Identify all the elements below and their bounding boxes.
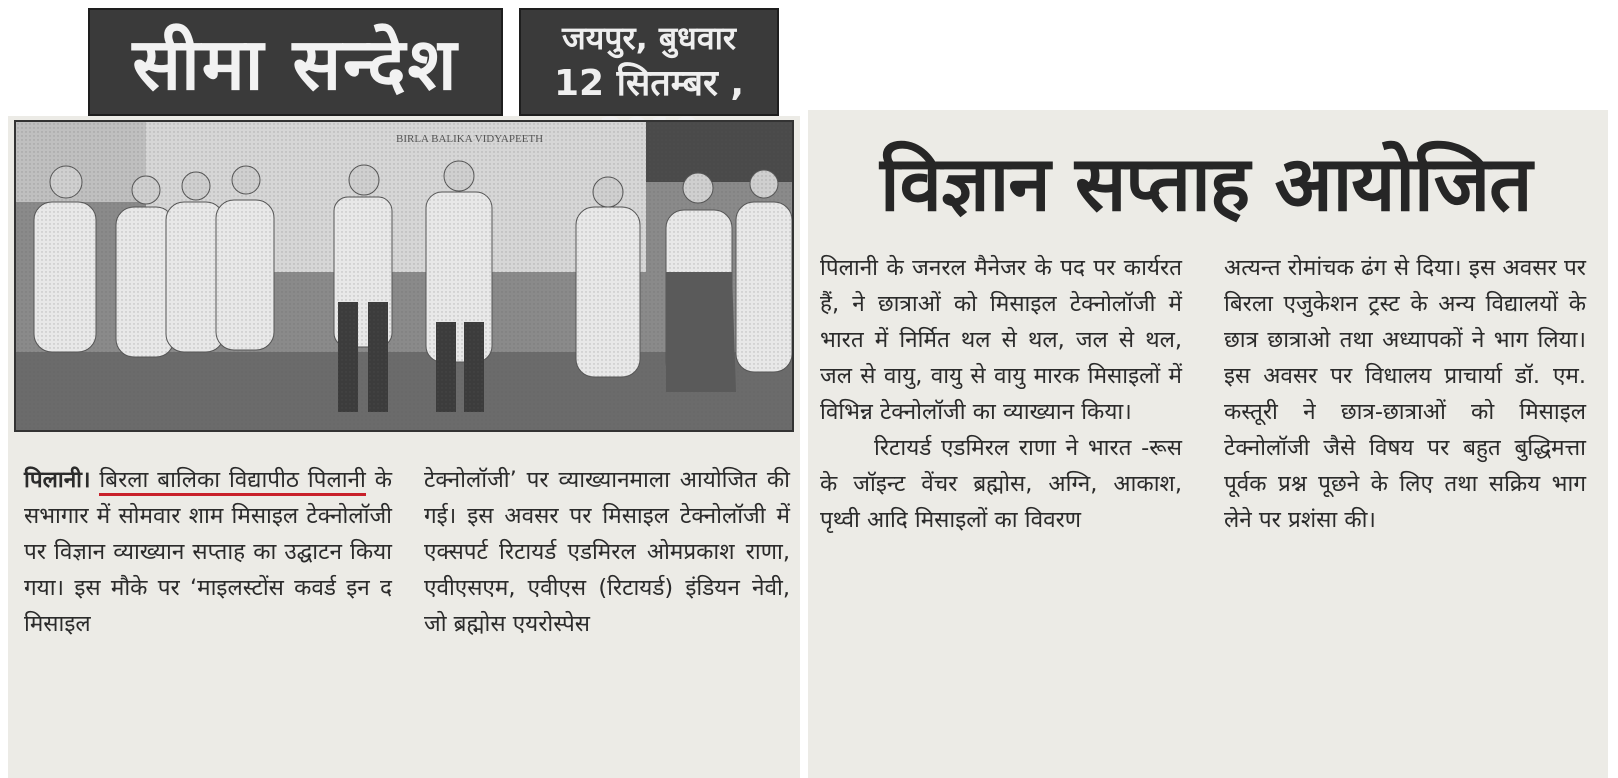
- column-2-text: टेक्नोलॉजी’ पर व्याख्यानमाला आयोजित की गई। इस अवसर पर मिसाइल टेक्नोलॉजी में एक्सपर्ट रिटायर्ड एडमिरल ओमप्रकाश राणा, एवीएसएम, एवीएस (रिटायर्ड) इंडियन नेवी, जो ब्रह्मोस एयरोस्पेस: [424, 467, 790, 637]
- article-dateline-place: पिलानी।: [24, 467, 91, 493]
- column-3-paragraph-2: रिटायर्ड एडमिरल राणा ने भारत -रूस के जॉइन्ट वेंचर ब्रह्मोस, अग्नि, आकाश, पृथ्वी आदि मिसाइलों का विवरण: [820, 435, 1182, 533]
- underlined-school-name: बिरला बालिका विद्यापीठ पिलानी: [99, 467, 365, 496]
- dateline-city-day: जयपुर, बुधवार: [562, 19, 736, 57]
- masthead-title: सीमा सन्देश: [132, 21, 459, 106]
- column-1-text: के सभागार में सोमवार शाम मिसाइल टेक्नोलॉजी पर विज्ञान व्याख्यान सप्ताह का उद्घाटन किया गया। इस मौके पर ‘माइलस्टोंस कवर्ड इन द मिसाइल: [24, 467, 393, 637]
- article-column-1: [24, 462, 392, 642]
- article-column-3: [820, 250, 1182, 538]
- dateline-date: 12 सितम्बर ,: [554, 63, 744, 104]
- article-headline: विज्ञान सप्ताह आयोजित: [880, 139, 1532, 228]
- event-photo: [14, 120, 794, 432]
- column-4-text: अत्यन्त रोमांचक ढंग से दिया। इस अवसर पर बिरला एजुकेशन ट्रस्ट के अन्य विद्यालयों के छात्र छात्राओ तथा अध्यापकों ने भाग लिया। इस अवसर पर विधालय प्राचार्या डॉ. एम. कस्तूरी ने छात्र-छात्राओं को मिसाइल टेक्नोलॉजी जैसे विषय पर बहुत बुद्धिमत्ता पूर्वक प्रश्न पूछने के लिए तथा सक्रिय भाग लेने पर प्रशंसा की।: [1224, 255, 1586, 533]
- article-column-2: [424, 462, 790, 642]
- newspaper-masthead: [88, 8, 503, 116]
- newspaper-dateline: [519, 8, 779, 116]
- article-column-4: [1224, 250, 1586, 538]
- column-3-paragraph-1: पिलानी के जनरल मैनेजर के पद पर कार्यरत हैं, ने छात्राओं को मिसाइल टेक्नोलॉजी में भारत में निर्मित थल से थल, जल से थल, जल से वायु, वायु से वायु मारक मिसाइलों में विभिन्न टेक्नोलॉजी का व्याख्यान किया।: [820, 255, 1182, 425]
- event-photo-image: [16, 122, 792, 430]
